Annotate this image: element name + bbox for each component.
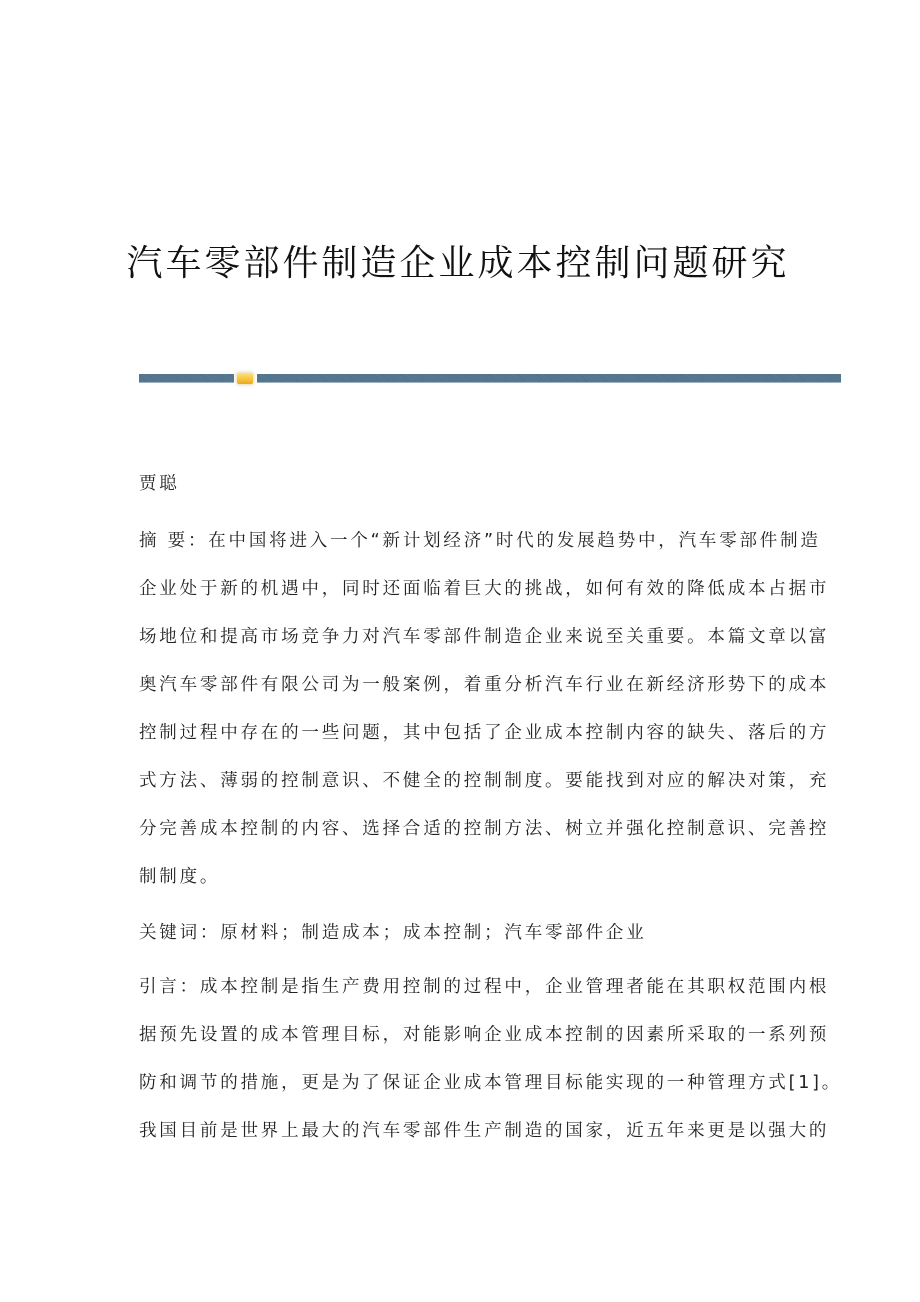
intro-line: 引言：成本控制是指生产费用控制的过程中，企业管理者能在其职权范围内根: [139, 977, 830, 997]
intro-paragraph: [139, 963, 843, 1155]
abstract-line: 摘 要：在中国将进入一个“新计划经济”时代的发展趋势中，汽车零部件制造: [139, 531, 821, 551]
title-divider: [139, 374, 841, 383]
abstract-line: 控制过程中存在的一些问题，其中包括了企业成本控制内容的缺失、落后的方: [139, 723, 830, 743]
divider-bar-right: [257, 374, 841, 383]
abstract-paragraph: [139, 517, 830, 901]
abstract-line: 制制度。: [139, 867, 221, 887]
abstract-line: 分完善成本控制的内容、选择合适的控制方法、树立并强化控制意识、完善控: [139, 819, 830, 839]
divider-ornament-icon: [237, 373, 253, 384]
keywords-line: 关键词：原材料；制造成本；成本控制；汽车零部件企业: [139, 923, 647, 943]
intro-line: 防和调节的措施，更是为了保证企业成本管理目标能实现的一种管理方式[1]。: [139, 1073, 843, 1093]
abstract-line: 场地位和提高市场竞争力对汽车零部件制造企业来说至关重要。本篇文章以富: [139, 627, 830, 647]
document-title: [0, 240, 920, 288]
intro-line: 据预先设置的成本管理目标，对能影响企业成本控制的因素所采取的一系列预: [139, 1025, 830, 1045]
divider-bar-left: [139, 374, 234, 383]
author-name: 贾聪: [139, 474, 180, 494]
abstract-line: 奥汽车零部件有限公司为一般案例，着重分析汽车行业在新经济形势下的成本: [139, 675, 830, 695]
abstract-line: 企业处于新的机遇中，同时还面临着巨大的挑战，如何有效的降低成本占据市: [139, 579, 830, 599]
intro-line: 我国目前是世界上最大的汽车零部件生产制造的国家，近五年来更是以强大的: [139, 1121, 830, 1141]
document-title-text: 汽车零部件制造企业成本控制问题研究: [126, 243, 790, 285]
abstract-line: 式方法、薄弱的控制意识、不健全的控制制度。要能找到对应的解决对策，充: [139, 771, 830, 791]
